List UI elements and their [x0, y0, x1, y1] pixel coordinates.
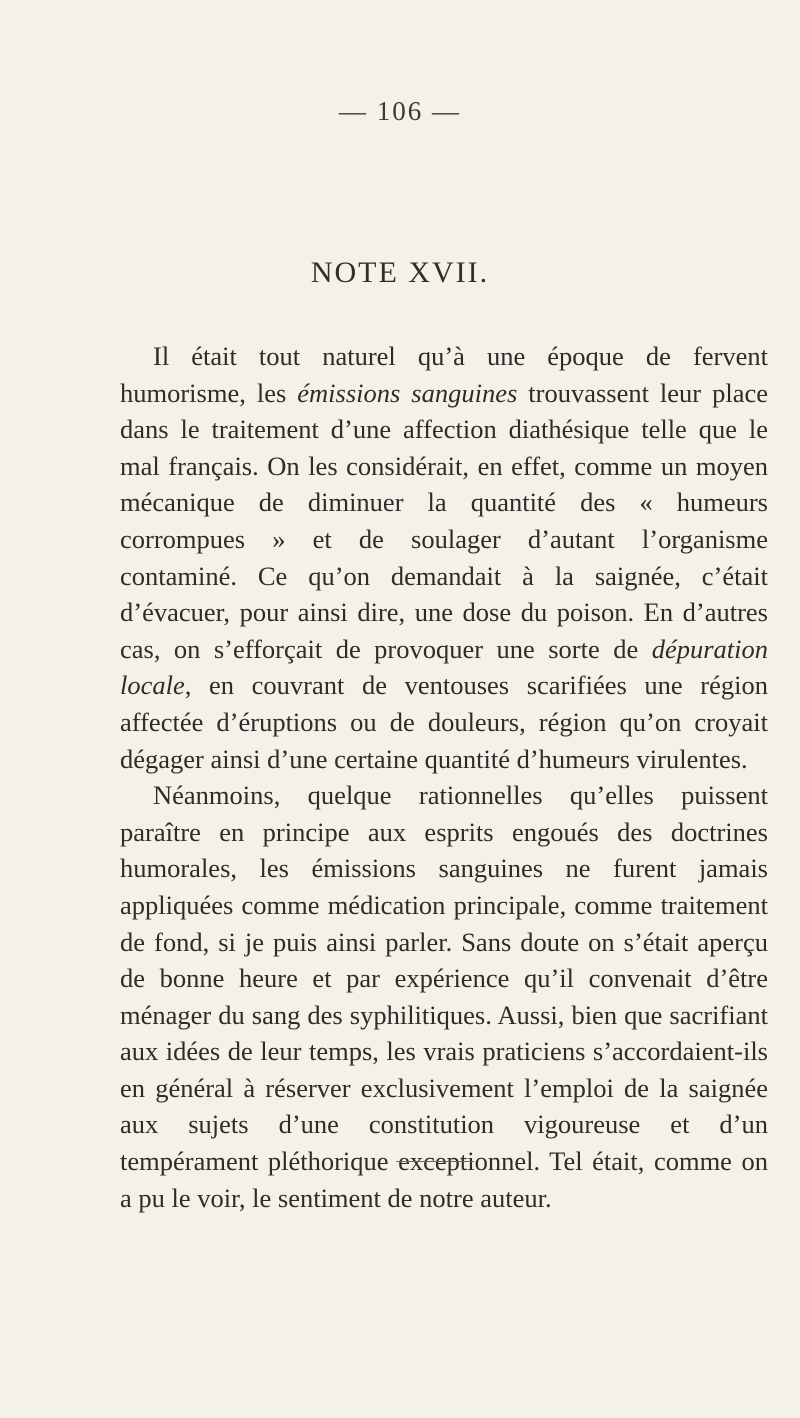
- paragraph-1-text-a: Il était tout naturel qu’à une époque de fervent humorisme, les: [120, 341, 768, 408]
- paragraph-2: Néanmoins, quelque rationnelles qu’elles puissent paraître en principe aux esprits engoués des doctrines humorales, les émissions sanguines ne furent jamais appliquées comme médication principale, comme traitement de fond, si je puis ainsi parler. Sans doute on s’était aperçu de bonne heure et par expérience qu’il convenait d’être ménager du sang des syphilitiques. Aussi, bien que sacrifiant aux idées de leur temps, les vrais praticiens s’accordaient-ils en général à réserver exclusivement l’emploi de la saignée aux sujets d’une constitution vigoureuse et d’un tempérament pléthorique exceptionnel. Tel était, comme on a pu le voir, le sentiment de notre auteur.: [120, 780, 768, 1213]
- italic-term-depuration: dépuration locale: [120, 633, 768, 701]
- italic-term-emissions: émissions sanguines: [297, 377, 518, 408]
- paragraph-1-text-c: , en couvrant de ventouses scarifiées une région affectée d’éruptions ou de douleurs, région qu’on croyait dégager ainsi d’une certaine quantité d’humeurs virulentes.: [120, 670, 768, 774]
- paragraph-1-text-b: trouvassent leur place dans le traitement d’une affection diathésique telle que le mal français. On les considérait, en effet, comme un moyen mécanique de diminuer la quantité des « humeurs corrompues » et de soulager d’autant l’organisme contaminé. Ce qu’on demandait à la saignée, c’était d’évacuer, pour ainsi dire, une dose du poison. En d’autres cas, on s’efforçait de provoquer une sorte de: [120, 377, 768, 664]
- end-rule: [396, 1161, 474, 1162]
- note-body: [120, 338, 768, 1216]
- note-title: NOTE XVII.: [310, 256, 490, 289]
- paragraph-1: [120, 338, 768, 777]
- page-number: — 106 —: [339, 96, 461, 126]
